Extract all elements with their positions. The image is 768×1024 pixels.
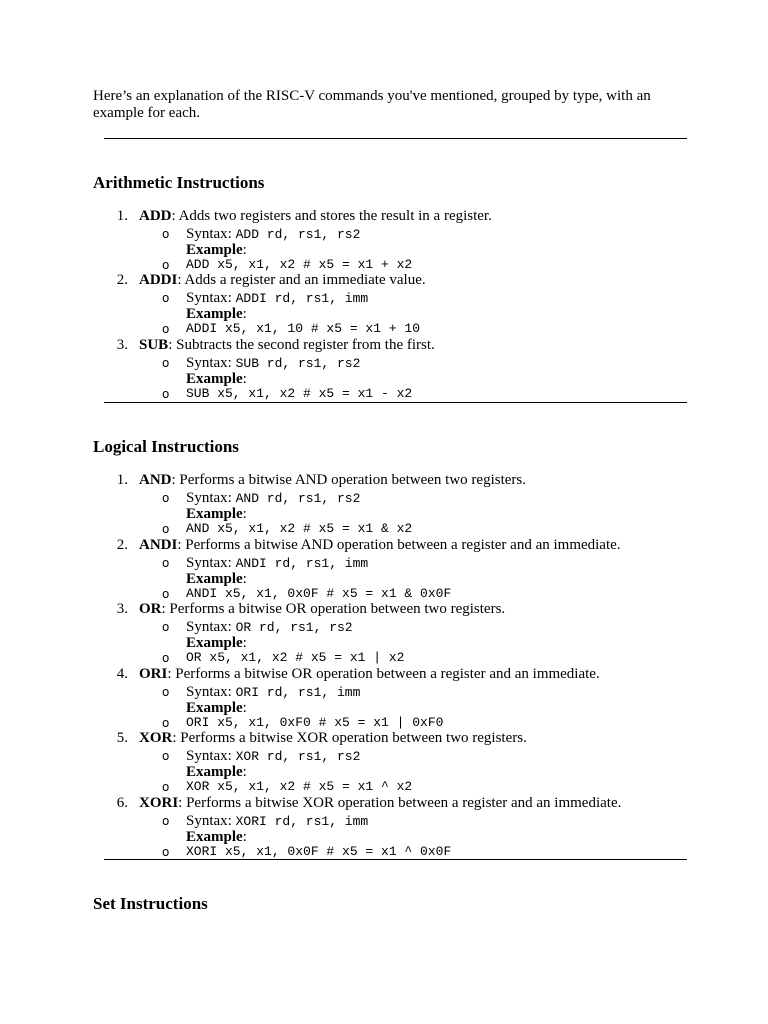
syntax-code: XOR rd, rs1, rs2 (235, 749, 361, 764)
bullet-marker: o (162, 322, 170, 336)
example-colon: : (242, 242, 247, 258)
syntax-label: Syntax: (186, 226, 236, 242)
bullet-marker: o (162, 291, 170, 305)
syntax-code: XORI rd, rs1, imm (235, 814, 369, 829)
list-number: 1. (116, 472, 128, 488)
syntax-label: Syntax: (186, 490, 236, 506)
bullet-marker: o (162, 522, 170, 536)
syntax-label: Syntax: (186, 290, 236, 306)
example-label: Example (186, 306, 243, 322)
instruction-desc: : Adds a register and an immediate value. (177, 272, 426, 288)
syntax-label: Syntax: (186, 619, 236, 635)
example-code: AND x5, x1, x2 # x5 = x1 & x2 (186, 521, 413, 536)
syntax-code: ADD rd, rs1, rs2 (235, 227, 361, 242)
bullet-marker: o (162, 556, 170, 570)
bullet-marker: o (162, 651, 170, 665)
instruction-desc: : Subtracts the second register from the first. (168, 337, 435, 353)
bullet-marker: o (162, 685, 170, 699)
instruction-desc: : Performs a bitwise OR operation between a register and an immediate. (167, 666, 600, 682)
example-colon: : (242, 635, 247, 651)
divider-1 (104, 138, 687, 139)
example-label: Example (186, 571, 243, 587)
example-label: Example (186, 371, 243, 387)
list-number: 5. (116, 730, 128, 746)
bullet-marker: o (162, 780, 170, 794)
list-number: 2. (116, 537, 128, 553)
example-code: XORI x5, x1, 0x0F # x5 = x1 ^ 0x0F (186, 844, 452, 859)
example-colon: : (242, 371, 247, 387)
example-colon: : (242, 829, 247, 845)
divider-3 (104, 859, 687, 860)
instruction-name: ANDI (139, 537, 178, 553)
syntax-label: Syntax: (186, 555, 236, 571)
instruction-name: OR (139, 601, 162, 617)
syntax-code: ADDI rd, rs1, imm (235, 291, 369, 306)
bullet-marker: o (162, 491, 170, 505)
bullet-marker: o (162, 587, 170, 601)
syntax-label: Syntax: (186, 813, 236, 829)
example-code: SUB x5, x1, x2 # x5 = x1 - x2 (186, 386, 413, 401)
list-number: 6. (116, 795, 128, 811)
example-code: XOR x5, x1, x2 # x5 = x1 ^ x2 (186, 779, 413, 794)
example-code: ADD x5, x1, x2 # x5 = x1 + x2 (186, 257, 413, 272)
example-label: Example (186, 242, 243, 258)
instruction-name: XOR (139, 730, 173, 746)
syntax-code: ORI rd, rs1, imm (235, 685, 361, 700)
example-code: OR x5, x1, x2 # x5 = x1 | x2 (186, 650, 405, 665)
example-label: Example (186, 506, 243, 522)
instruction-name: ORI (139, 666, 168, 682)
section-heading-logical: Logical Instructions (93, 437, 239, 456)
example-label: Example (186, 635, 243, 651)
bullet-marker: o (162, 387, 170, 401)
list-number: 3. (116, 337, 128, 353)
syntax-label: Syntax: (186, 684, 236, 700)
syntax-label: Syntax: (186, 748, 236, 764)
instruction-name: SUB (139, 337, 169, 353)
syntax-code: AND rd, rs1, rs2 (235, 491, 361, 506)
instruction-desc: : Performs a bitwise AND operation between a register and an immediate. (177, 537, 621, 553)
example-label: Example (186, 829, 243, 845)
instruction-name: AND (139, 472, 172, 488)
list-number: 3. (116, 601, 128, 617)
bullet-marker: o (162, 845, 170, 859)
list-number: 1. (116, 208, 128, 224)
instruction-name: XORI (139, 795, 179, 811)
instruction-desc: : Performs a bitwise XOR operation between two registers. (172, 730, 527, 746)
instruction-desc: : Performs a bitwise XOR operation between a register and an immediate. (178, 795, 622, 811)
bullet-marker: o (162, 716, 170, 730)
bullet-marker: o (162, 814, 170, 828)
instruction-name: ADD (139, 208, 172, 224)
section-heading-set: Set Instructions (93, 894, 208, 913)
intro-paragraph: Here’s an explanation of the RISC-V commands you've mentioned, grouped by type, with an example for each. (93, 88, 651, 121)
instruction-name: ADDI (139, 272, 178, 288)
example-code: ANDI x5, x1, 0x0F # x5 = x1 & 0x0F (186, 586, 452, 601)
syntax-code: OR rd, rs1, rs2 (235, 620, 353, 635)
example-code: ORI x5, x1, 0xF0 # x5 = x1 | 0xF0 (186, 715, 444, 730)
syntax-code: SUB rd, rs1, rs2 (235, 356, 361, 371)
bullet-marker: o (162, 749, 170, 763)
example-colon: : (242, 571, 247, 587)
bullet-marker: o (162, 227, 170, 241)
divider-2 (104, 402, 687, 403)
bullet-marker: o (162, 258, 170, 272)
list-number: 4. (116, 666, 128, 682)
instruction-desc: : Performs a bitwise AND operation between two registers. (171, 472, 526, 488)
example-code: ADDI x5, x1, 10 # x5 = x1 + 10 (186, 321, 421, 336)
instruction-desc: : Performs a bitwise OR operation between two registers. (161, 601, 506, 617)
example-label: Example (186, 700, 243, 716)
example-label: Example (186, 764, 243, 780)
syntax-code: ANDI rd, rs1, imm (235, 556, 369, 571)
syntax-label: Syntax: (186, 355, 236, 371)
list-number: 2. (116, 272, 128, 288)
example-colon: : (242, 700, 247, 716)
example-colon: : (242, 506, 247, 522)
bullet-marker: o (162, 356, 170, 370)
example-colon: : (242, 306, 247, 322)
bullet-marker: o (162, 620, 170, 634)
example-colon: : (242, 764, 247, 780)
section-heading-arithmetic: Arithmetic Instructions (93, 173, 265, 192)
instruction-desc: : Adds two registers and stores the result in a register. (171, 208, 492, 224)
